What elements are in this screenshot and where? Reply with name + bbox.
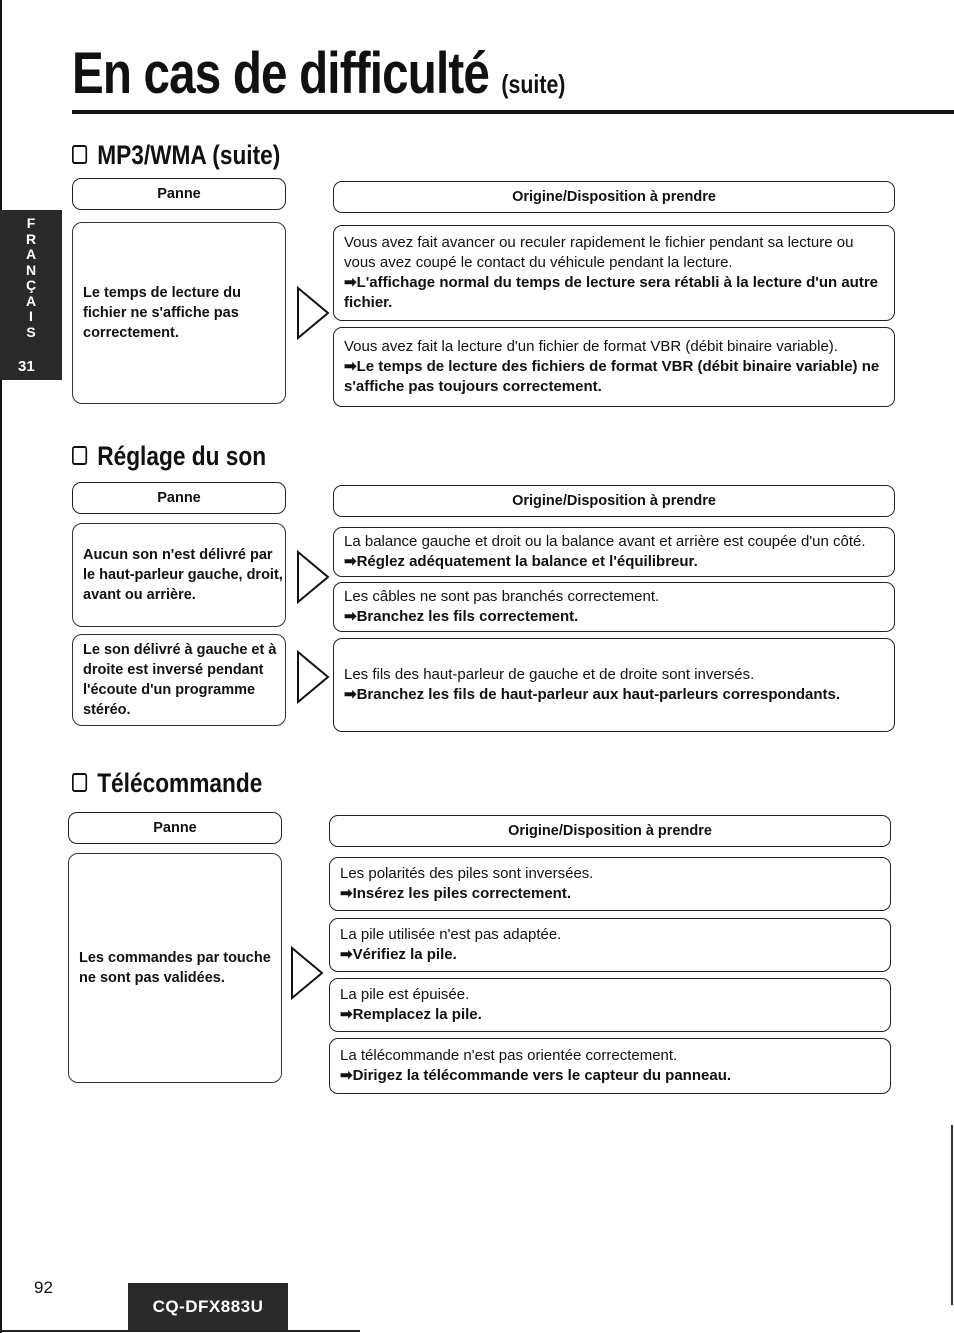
cause-text: Vous avez fait avancer ou reculer rapidement le fichier pendant sa lecture ou vous avez coupé le contact du véhicule pendant la lecture.	[344, 234, 854, 271]
panne-cell: Le temps de lecture du fichier ne s'affiche pas correctement.	[72, 222, 286, 404]
title-rule	[72, 110, 954, 114]
language-letters: F R A N Ç A I S	[25, 215, 37, 340]
cause-text: Vous avez fait la lecture d'un fichier de format VBR (débit binaire variable).	[344, 338, 838, 355]
cause-text: La télécommande n'est pas orientée correctement.	[340, 1047, 678, 1064]
arrow-right-icon	[296, 550, 330, 604]
cause-fix: ➡Insérez les piles correctement.	[340, 885, 572, 902]
cause-fix: ➡Branchez les fils correctement.	[344, 608, 579, 625]
cause-text: Les polarités des piles sont inversées.	[340, 865, 594, 882]
checkbox-square-icon	[72, 145, 87, 164]
column-header-panne: Panne	[72, 178, 286, 210]
page-edge-right	[951, 1125, 953, 1305]
arrow-right-icon	[296, 286, 330, 340]
cause-text: La pile utilisée n'est pas adaptée.	[340, 926, 562, 943]
cause-text: Les fils des haut-parleur de gauche et de droite sont inversés.	[344, 666, 755, 683]
cause-fix: ➡Dirigez la télécommande vers le capteur du panneau.	[340, 1067, 732, 1084]
cause-box	[333, 327, 895, 407]
column-header-panne: Panne	[68, 812, 282, 844]
column-header-origine: Origine/Disposition à prendre	[333, 181, 895, 213]
cause-fix: ➡Le temps de lecture des fichiers de format VBR (débit binaire variable) ne s'affiche pas toujours correctement.	[344, 358, 880, 395]
cause-text: La balance gauche et droit ou la balance avant et arrière est coupée d'un côté.	[344, 533, 866, 550]
cause-box	[333, 225, 895, 321]
panne-cell: Les commandes par touche ne sont pas validées.	[68, 853, 282, 1083]
panne-cell: Aucun son n'est délivré par le haut-parleur gauche, droit, avant ou arrière.	[72, 523, 286, 627]
cause-box	[329, 978, 891, 1032]
page-title: En cas de difficulté (suite)	[72, 41, 566, 106]
model-badge: CQ-DFX883U	[128, 1283, 288, 1331]
cause-fix: ➡Réglez adéquatement la balance et l'équilibreur.	[344, 553, 698, 570]
cause-fix: ➡L'affichage normal du temps de lecture sera rétabli à la lecture d'un autre fichier.	[344, 274, 879, 311]
column-header-origine: Origine/Disposition à prendre	[329, 815, 891, 847]
cause-box	[329, 1038, 891, 1094]
page-number: 92	[34, 1278, 53, 1297]
column-header-origine: Origine/Disposition à prendre	[333, 485, 895, 517]
section-title-telecommande: Télécommande	[72, 768, 262, 799]
arrow-right-icon	[296, 650, 330, 704]
page-title-suffix: (suite)	[501, 69, 566, 99]
cause-fix: ➡Remplacez la pile.	[340, 1006, 482, 1023]
section-title-son: Réglage du son	[72, 441, 266, 472]
page-edge-left	[0, 0, 2, 1333]
cause-box	[329, 857, 891, 911]
cause-text: La pile est épuisée.	[340, 986, 470, 1003]
cause-box	[329, 918, 891, 972]
arrow-right-icon	[290, 946, 324, 1000]
section-title-mp3: MP3/WMA (suite)	[72, 140, 280, 171]
cause-box	[333, 638, 895, 732]
panne-cell: Le son délivré à gauche et à droite est inversé pendant l'écoute d'un programme stéréo.	[72, 634, 286, 726]
side-tab-page: 31	[18, 358, 35, 375]
cause-text: Les câbles ne sont pas branchés correctement.	[344, 588, 660, 605]
cause-box	[333, 582, 895, 632]
checkbox-square-icon	[72, 773, 87, 792]
cause-fix: ➡Branchez les fils de haut-parleur aux haut-parleurs correspondants.	[344, 686, 841, 703]
cause-box	[333, 527, 895, 577]
cause-fix: ➡Vérifiez la pile.	[340, 946, 457, 963]
footer-rule	[0, 1330, 360, 1332]
checkbox-square-icon	[72, 446, 87, 465]
language-side-tab	[0, 210, 62, 380]
column-header-panne: Panne	[72, 482, 286, 514]
